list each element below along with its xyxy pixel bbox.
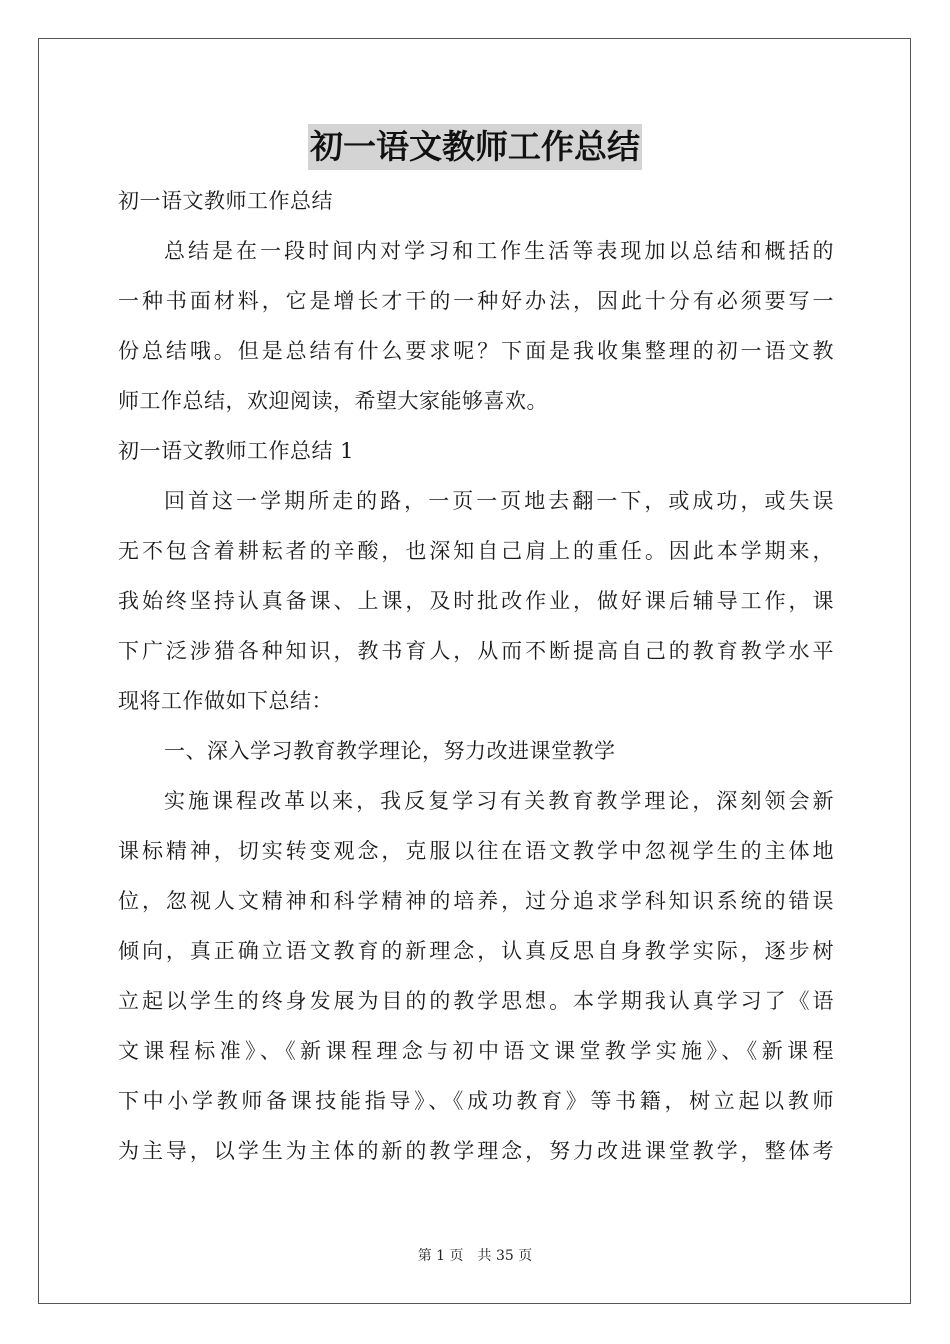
text-line: 下广泛涉猎各种知识，教书育人，从而不断提高自己的教育教学水平	[118, 639, 834, 663]
text-line: 回首这一学期所走的路，一页一页地去翻一下，或成功，或失误	[164, 489, 834, 513]
text-line: 一种书面材料，它是增长才干的一种好办法，因此十分有必须要写一	[118, 289, 834, 313]
text-line: 文课程标准》、《新课程理念与初中语文课堂教学实施》、《新课程	[118, 1039, 834, 1063]
text-line: 初一语文教师工作总结	[118, 189, 333, 213]
page-total: 共 35 页	[477, 1248, 533, 1264]
text-line: 立起以学生的终身发展为目的的教学思想。本学期我认真学习了《语	[118, 989, 834, 1013]
text-line: 总结是在一段时间内对学习和工作生活等表现加以总结和概括的	[164, 239, 834, 263]
page-number: 第 1 页	[417, 1248, 464, 1264]
title-container	[0, 124, 950, 170]
text-line: 位，忽视人文精神和科学精神的培养，过分追求学科知识系统的错误	[118, 889, 834, 913]
page-footer	[0, 1245, 950, 1265]
document-body	[118, 176, 834, 1176]
text-line: 初一语文教师工作总结 1	[118, 439, 355, 463]
text-line: 下中小学教师备课技能指导》、《成功教育》等书籍，树立起以教师	[118, 1089, 834, 1113]
text-line: 无不包含着耕耘者的辛酸，也深知自己肩上的重任。因此本学期来，	[118, 539, 834, 563]
text-line: 课标精神，切实转变观念，克服以往在语文教学中忽视学生的主体地	[118, 839, 834, 863]
text-line: 一、深入学习教育教学理论，努力改进课堂教学	[164, 739, 616, 763]
text-line: 倾向，真正确立语文教育的新理念，认真反思自身教学实际，逐步树	[118, 939, 834, 963]
text-line: 我始终坚持认真备课、上课，及时批改作业，做好课后辅导工作，课	[118, 589, 834, 613]
text-line: 为主导，以学生为主体的新的教学理念，努力改进课堂教学，整体考	[118, 1139, 834, 1163]
text-line: 现将工作做如下总结：	[118, 689, 333, 713]
text-line: 份总结哦。但是总结有什么要求呢？下面是我收集整理的初一语文教	[118, 339, 834, 363]
text-line: 师工作总结，欢迎阅读，希望大家能够喜欢。	[118, 389, 548, 413]
text-line: 实施课程改革以来，我反复学习有关教育教学理论，深刻领会新	[164, 789, 834, 813]
document-title: 初一语文教师工作总结	[308, 124, 642, 170]
